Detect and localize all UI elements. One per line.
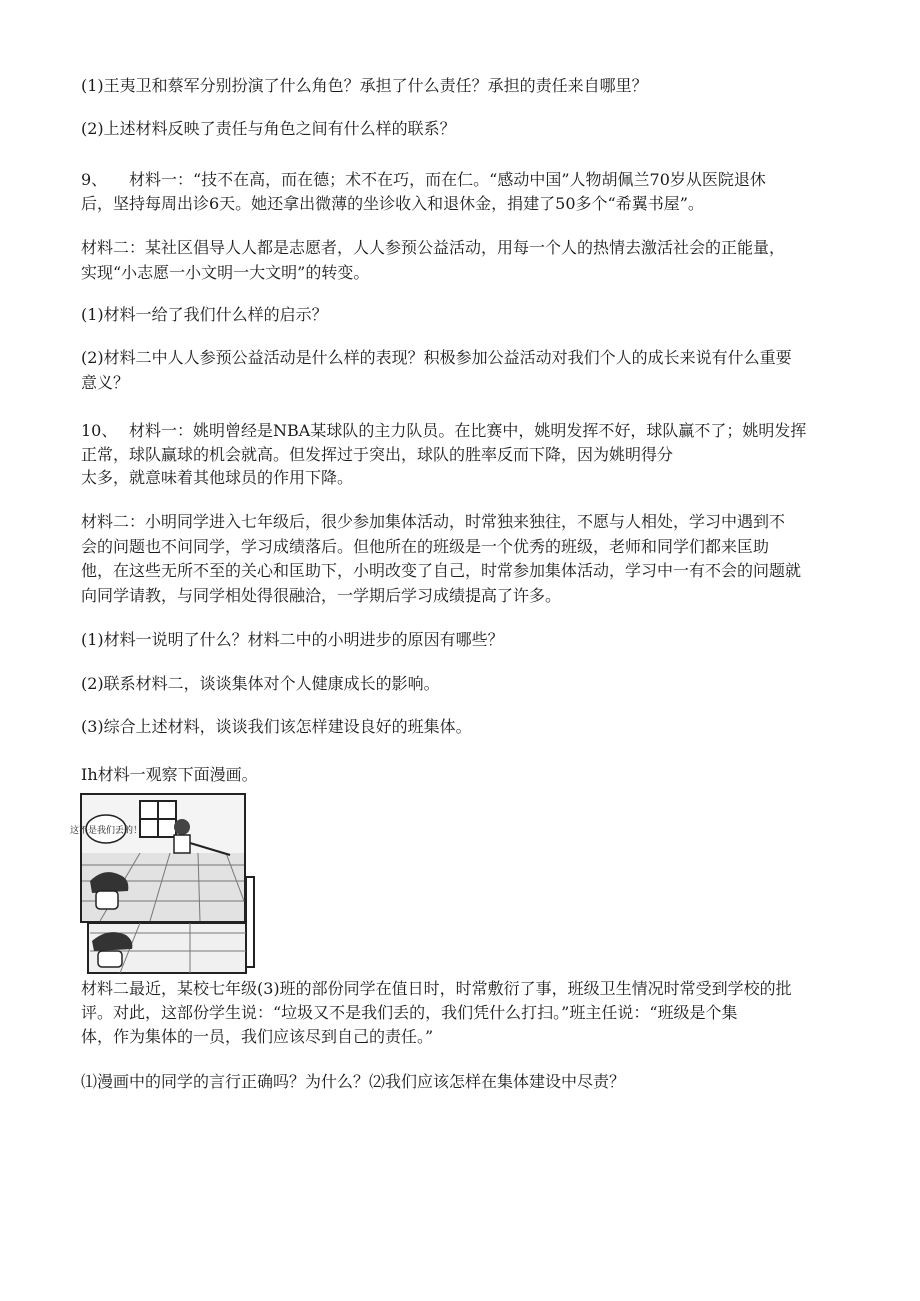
cartoon-drawing xyxy=(69,793,256,975)
text-line: 材料一：姚明曾经是NBA某球队的主力队员。在比赛中，姚明发挥不好，球队赢不了；姚明发挥 xyxy=(129,421,807,440)
text-line: 正常，球队赢球的机会就高。但发挥过于突出，球队的胜率反而下降，因为姚明得分 xyxy=(81,445,674,464)
text-line: ⑴漫画中的同学的言行正确吗？为什么？⑵我们应该怎样在集体建设中尽责？ xyxy=(81,1072,626,1091)
cartoon-image xyxy=(69,793,256,975)
text-line: 意义？ xyxy=(81,373,130,392)
text-line: (2)材料二中人人参预公益活动是什么样的表现？积极参加公益活动对我们个人的成长来说有什么重要 xyxy=(81,348,792,367)
text-line: (3)综合上述材料，谈谈我们该怎样建设良好的班集体。 xyxy=(81,717,472,736)
question-10 xyxy=(81,419,806,443)
text-line: (1)王夷卫和蔡军分别扮演了什么角色？承担了什么责任？承担的责任来自哪里？ xyxy=(81,76,648,95)
question-9 xyxy=(81,168,766,192)
text-line: (1)材料一说明了什么？材料二中的小明进步的原因有哪些？ xyxy=(81,630,504,649)
text-line: 体，作为集体的一员，我们应该尽到自己的责任。” xyxy=(81,1027,434,1046)
text-line: 材料一：“技不在高，而在德；术不在巧，而在仁。“感动中国”人物胡佩兰70岁从医院退休 xyxy=(129,170,766,189)
text-line: 材料二：某社区倡导人人都是志愿者，人人参预公益活动，用每一个人的热情去激活社会的正能量， xyxy=(81,238,786,257)
text-line: 他，在这些无所不至的关心和匡助下，小明改变了自己，时常参加集体活动，学习中一有不会的问题就 xyxy=(81,561,802,580)
text-line: 会的问题也不问同学，学习成绩落后。但他所在的班级是一个优秀的班级，老师和同学们都来匡助 xyxy=(81,537,770,556)
speech-bubble: 这不是我们丢的！ xyxy=(69,826,143,836)
text-line: 实现“小志愿一小文明一大文明”的转变。 xyxy=(81,263,370,282)
question-11-heading: Ih材料一观察下面漫画。 xyxy=(81,765,258,784)
text-line: 后，坚持每周出诊6天。她还拿出微薄的坐诊收入和退休金，捐建了50多个“希翼书屋”。 xyxy=(81,194,704,213)
text-line: (1)材料一给了我们什么样的启示？ xyxy=(81,305,328,324)
text-line: 材料二最近，某校七年级(3)班的部份同学在值日时，时常敷衍了事，班级卫生情况时常受到学校的批 xyxy=(81,979,792,998)
text-line: 评。对此，这部份学生说：“垃圾又不是我们丢的，我们凭什么打扫。”班主任说：“班级是个集 xyxy=(81,1003,738,1022)
question-number: 10、 xyxy=(81,421,118,440)
question-number: 9、 xyxy=(81,170,108,189)
text-line: 材料二：小明同学进入七年级后，很少参加集体活动，时常独来独往，不愿与人相处，学习中遇到不 xyxy=(81,512,786,531)
text-line: 太多，就意味着其他球员的作用下降。 xyxy=(81,468,354,487)
text-line: 向同学请教，与同学相处得很融洽，一学期后学习成绩提高了许多。 xyxy=(81,586,562,605)
text-line: (2)上述材料反映了责任与角色之间有什么样的联系？ xyxy=(81,119,456,138)
text-line: (2)联系材料二，谈谈集体对个人健康成长的影响。 xyxy=(81,674,440,693)
